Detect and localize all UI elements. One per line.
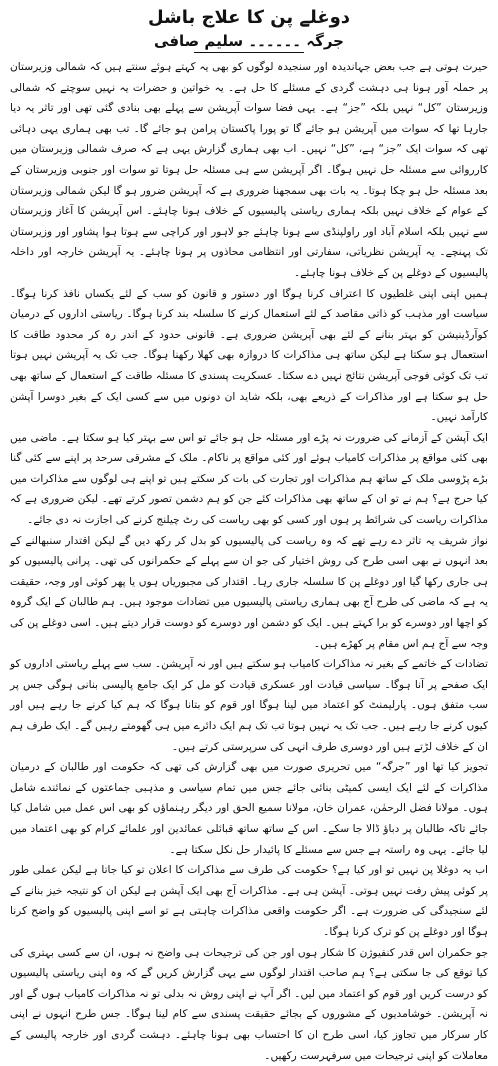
article-paragraph: ایک آپشن کے آزمانے کی ضرورت نہ پڑے اور مسئلہ حل ہو جائے تو اس سے بہتر کیا ہو سکتا ہے۔ ماضی میں بھی کئی مواقع پر مذاکرات کامیاب ہوئے اور کئی مواقع پر ناکام۔ ملک کے مشرقی سرحد پر اپنے سے کئی گنا بڑے پڑوسی ملک کے ساتھ ہم مذاکرات اور تجارت کی بات کر سکتے ہیں تو اپنے ہی لوگوں سے مذاکرات میں کیا حرج ہے؟ ہم نے تو ان کے ساتھ بھی مذاکرات کئے جن کو ہم دشمن تصور کرتے تھے۔ لیکن ضروری ہے کہ مذاکرات ریاست کی شرائط پر ہوں اور کسی کو بھی ریاست کی رٹ چیلنج کرنے کی اجازت نہ دی جائے۔ <box>10 431 488 527</box>
article-paragraph: جو حکمران اس قدر کنفیوژن کا شکار ہوں اور جن کی ترجیحات ہی واضح نہ ہوں، ان سے کسی بہتری کی کیا توقع کی جا سکتی ہے؟ ہم صاحب اقتدار لوگوں سے یہی گزارش کریں گے کہ وہ اپنی ریاستی پالیسیوں کو درست کریں اور قوم کو اعتماد میں لیں۔ اگر آپ نے اپنی روش نہ بدلی تو نہ مذاکرات کامیاب ہوں گے اور نہ آپریشن۔ خوشامدیوں کے مشوروں کے بجائے حقیقت پسندی سے کام لینا ہوگا۔ جس طرح انہوں نے اپنی کار سرکار میں تجاوز کیا، اسی طرح ان کا احتساب بھی ہونا چاہئے۔ دہشت گردی اور خارجہ پالیسی کے معاملات کو اپنی ترجیحات میں سرفہرست رکھیں۔ <box>10 946 488 1062</box>
article-paragraph: اب یہ دوغلا پن نہیں تو اور کیا ہے؟ حکومت کی طرف سے مذاکرات کا اعلان تو کیا جاتا ہے لیکن عملی طور پر کوئی پیش رفت نہیں ہوتی۔ آپشن ہی ہے۔ مذاکرات آج بھی ایک آپشن ہے لیکن ان کو نتیجہ خیز بنانے کے لئے سنجیدگی کی ضرورت ہے۔ اگر حکومت واقعی مذاکرات چاہتی ہے تو اسے اپنی پالیسیوں کو واضح کرنا ہوگا اور دوغلے پن کو ترک کرنا ہوگا۔ <box>10 864 488 938</box>
article-title: دوغلے پن کا علاج باشل <box>147 7 351 28</box>
article-byline: جرگہ ۔۔۔۔۔۔ سلیم صافی <box>154 32 344 50</box>
article-paragraph: ہمیں اپنی اپنی غلطیوں کا اعتراف کرنا ہوگا اور دستور و قانون کو سب کے لئے یکساں نافذ کرنا ہوگا۔ سیاست اور مذہب کو ذاتی مقاصد کے لئے استعمال کرنے کا سلسلہ بند کرنا ہوگا۔ ریاستی اداروں کے درمیان کوآرڈینیشن کو بہتر بنانے کے لئے بھی آپریشن ضروری ہے۔ قانونی حدود کے اندر رہ کر محدود طاقت کا استعمال ہو سکتا ہے لیکن ساتھ ہی مذاکرات کا دروازہ بھی کھلا رکھنا ہوگا۔ جب تک یہ آپریشن نہیں ہوتا تب تک کوئی فوجی آپریشن نتائج نہیں دے سکتا۔ عسکریت پسندی کا مسئلہ طاقت کے استعمال کے ساتھ بھی حل ہو سکتا ہے اور مذاکرات کے ذریعے بھی، بلکہ شاید ان دونوں میں سے کسی ایک کے بغیر دوسرا آپشن کارآمد نہیں۔ <box>10 287 488 424</box>
article-body <box>0 53 498 1062</box>
article-paragraph: حیرت ہوتی ہے جب بعض جہاندیدہ اور سنجیدہ لوگوں کو بھی یہ کہتے ہوئے سنتے ہیں کہ شمالی وزیرستان پر حملہ آور ہونا ہی دہشت گردی کے مسئلے کا حل ہے۔ یہ خواتین و حضرات یہ نہیں سوچتے کہ شمالی وزیرستان ”کل“ نہیں بلکہ ”جز“ ہے۔ یہی فضا سوات آپریشن سے پہلے بھی بنادی گئی تھی اور تاثر یہ دیا جارہا تھا کہ سوات میں آپریشن ہو جائے گا تو پورا پاکستان پرامن ہو جائے گا۔ تب بھی ہماری یہی دہائی تھی کہ سوات ایک ”جز“ ہے، ”کل“ نہیں۔ اب بھی ہماری گزارش یہی ہے کہ صرف شمالی وزیرستان میں کارروائی سے مسئلہ حل نہیں ہوگا۔ اگر آپریشن سے ہی مسئلہ حل ہوتا تو سوات اور جنوبی وزیرستان کے بعد مسئلہ حل ہو چکا ہوتا۔ یہ بات بھی سمجھنا ضروری ہے کہ آپریشن ضرور ہو گا لیکن شمالی وزیرستان کے عوام کے خلاف نہیں بلکہ ہماری ریاستی پالیسیوں کے خلاف ہونا چاہئے۔ اس آپریشن کا آغاز وزیرستان سے نہیں بلکہ اسلام آباد اور راولپنڈی سے ہونا چاہئے جو لاہور اور کراچی سے ہوتا ہوا پشاور اور وزیرستان تک پہنچے۔ یہ آپریشن نظریاتی، سفارتی اور انتظامی محاذوں پر ہونا چاہئے۔ یہ آپریشن خارجہ اور داخلہ پالیسیوں کے دوغلے پن کے خلاف ہونا چاہئے۔ <box>10 61 488 279</box>
article-paragraph: نواز شریف یہ تاثر دے رہے تھے کہ وہ ریاست کی پالیسیوں کو بدل کر رکھ دیں گے لیکن اقتدار سنبھالنے کے بعد انہوں نے بھی اسی طرح کی روش اختیار کی جو ان سے پہلے کے حکمرانوں کی تھی۔ پرانی پالیسیوں کو ہی جاری رکھا گیا اور دوغلے پن کا سلسلہ جاری رہا۔ اقتدار کی مجبوریاں ہوں یا پھر کوئی اور وجہ، حقیقت یہ ہے کہ ماضی کی طرح آج بھی ہماری ریاستی پالیسیوں میں تضادات موجود ہیں۔ ہم طالبان کے ایک گروہ کو اچھا اور دوسرے کو برا کہتے ہیں۔ ایک کو دشمن اور دوسرے کو دوست قرار دیتے ہیں۔ اسی دوغلے پن کی وجہ سے آج ہم اس مقام پر کھڑے ہیں۔ <box>10 534 488 650</box>
article-paragraph: تضادات کے خاتمے کے بغیر نہ مذاکرات کامیاب ہو سکتے ہیں اور نہ آپریشن۔ سب سے پہلے ریاستی اداروں کو ایک صفحے پر آنا ہوگا۔ سیاسی قیادت اور عسکری قیادت کو مل کر ایک جامع پالیسی بنانی ہوگی جس پر سب متفق ہوں۔ پارلیمنٹ کو اعتماد میں لینا ہوگا اور قوم کو بتانا ہوگا کہ ہم کیا کرنے جا رہے ہیں اور کیوں کرنے جا رہے ہیں۔ جب تک یہ نہیں ہوتا تب تک ہم ایک دائرے میں ہی گھومتے رہیں گے۔ ایک طرف ہم ان کے خلاف لڑتے ہیں اور دوسری طرف انہی کی سرپرستی کرتے ہیں۔ <box>10 658 488 753</box>
article-paragraph: تجویز کیا تھا اور ”جرگہ“ میں تحریری صورت میں بھی گزارش کی تھی کہ حکومت اور طالبان کے درمیان مذاکرات کے لئے ایک ایسی کمیٹی بنائی جائے جس میں تمام سیاسی و مذہبی جماعتوں کے نمائندے شامل ہوں۔ مولانا فضل الرحمٰن، عمران خان، مولانا سمیع الحق اور دیگر رہنماؤں کو بھی اس عمل میں شامل کیا جائے تاکہ طالبان پر دباؤ ڈالا جا سکے۔ اس کے ساتھ ساتھ قبائلی عمائدین اور علمائے کرام کو بھی اعتماد میں لیا جائے۔ یہی وہ راستہ ہے جس سے مسئلے کا پائیدار حل نکل سکتا ہے۔ <box>10 761 488 856</box>
